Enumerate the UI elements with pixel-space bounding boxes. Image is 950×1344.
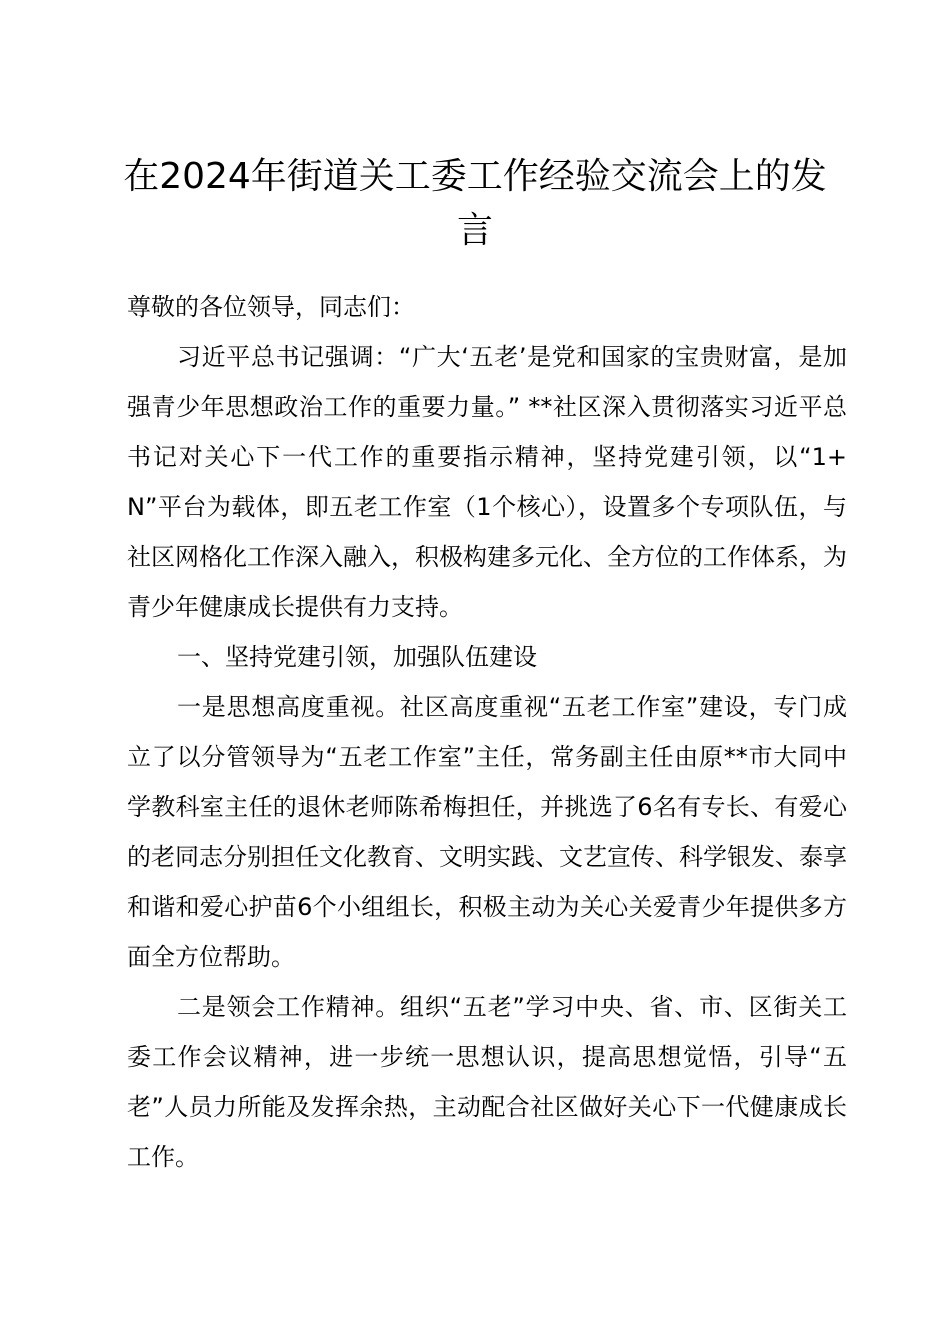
paragraph-intro: 习近平总书记强调：“广大‘五老’是党和国家的宝贵财富，是加强青少年思想政治工作的重要力量。” **社区深入贯彻落实习近平总书记对关心下一代工作的重要指示精神，坚持党建引领，以“1+N”平台为载体，即五老工作室（1个核心），设置多个专项队伍，与社区网格化工作深入融入，积极构建多元化、全方位的工作体系，为青少年健康成长提供有力支持。 (127, 343, 847, 621)
document-body (127, 282, 847, 1182)
paragraph-second-point: 二是领会工作精神。组织“五老”学习中央、省、市、区街关工委工作会议精神，进一步统一思想认识，提高思想觉悟，引导“五老”人员力所能及发挥余热，主动配合社区做好关心下一代健康成长工作。 (127, 993, 847, 1171)
salutation: 尊敬的各位领导，同志们： (127, 293, 415, 321)
document-title: 在2024年街道关工委工作经验交流会上的发言 (123, 156, 827, 251)
section-heading: 一、坚持党建引领，加强队伍建设 (177, 643, 537, 671)
paragraph-first-point: 一是思想高度重视。社区高度重视“五老工作室”建设，专门成立了以分管领导为“五老工作室”主任，常务副主任由原**市大同中学教科室主任的退休老师陈希梅担任，并挑选了6名有专长、有爱心的老同志分别担任文化教育、文明实践、文艺宣传、科学银发、泰享和谐和爱心护苗6个小组组长，积极主动为关心关爱青少年提供多方面全方位帮助。 (127, 693, 847, 971)
